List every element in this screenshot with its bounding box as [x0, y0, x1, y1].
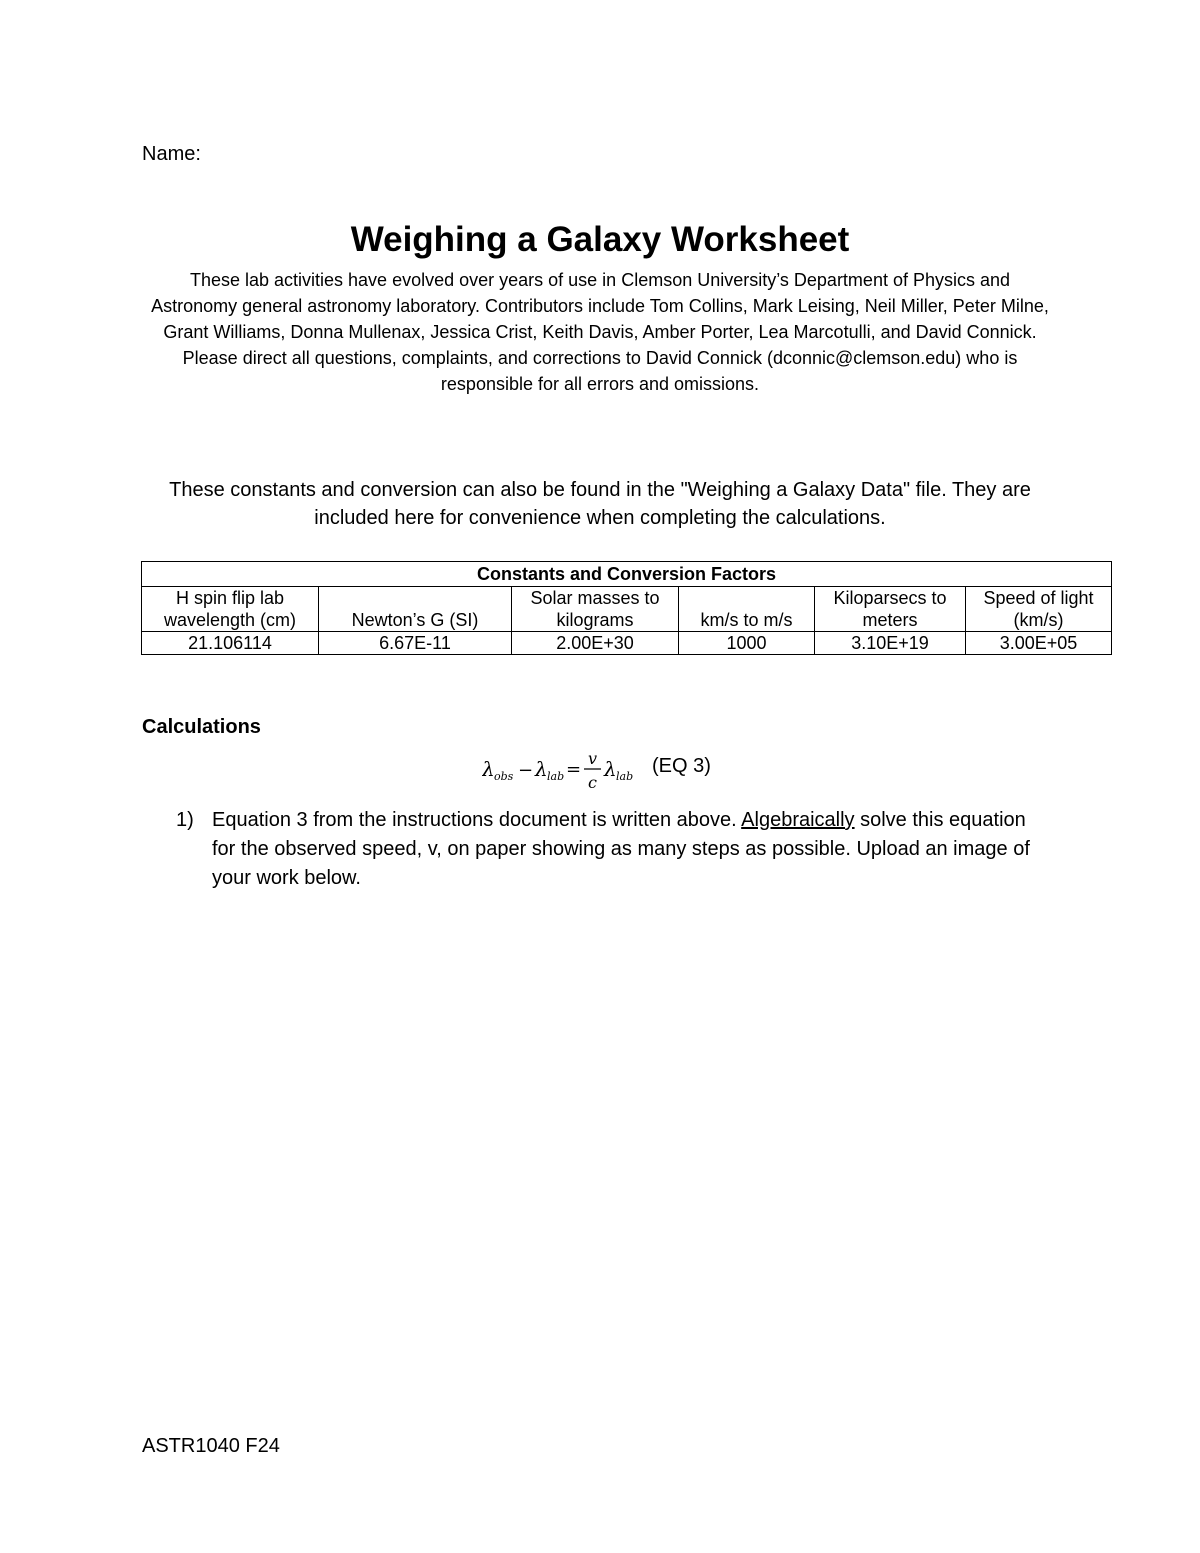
table-header-cell: Solar masses to kilograms	[512, 587, 679, 632]
equation-lambda-lab-2: λ	[604, 757, 617, 781]
question-text-start: Equation 3 from the instructions document is written above.	[212, 809, 742, 831]
footer-course-code: ASTR1040 F24	[142, 1435, 280, 1457]
table-header-cell: H spin flip lab wavelength (cm)	[142, 587, 319, 632]
intro-paragraph: These constants and conversion can also be found in the "Weighing a Galaxy Data" file. They are included here for convenience when completing the calculations.	[169, 479, 1031, 529]
equation-lambda-obs: λ	[482, 757, 495, 781]
equation-subscript-lab: lab	[547, 770, 565, 783]
equation-minus: −	[518, 760, 534, 781]
table-cell: 3.00E+05	[966, 632, 1112, 655]
question-1-text	[212, 806, 1032, 893]
table-header-cell: Newton’s G (SI)	[319, 587, 512, 632]
equation-denominator-c: c	[588, 773, 597, 792]
table-header-cell: km/s to m/s	[679, 587, 815, 632]
table-row	[142, 632, 1112, 655]
equation-subscript-lab-2: lab	[616, 770, 634, 783]
table-header-row	[142, 587, 1112, 632]
question-text-end: solve this equation for the observed speed, v, on paper showing as many steps as possible. Upload an image of your work below.	[212, 809, 1030, 889]
constants-table	[141, 561, 1112, 655]
equation-equals: =	[566, 759, 582, 780]
table-cell: 6.67E-11	[319, 632, 512, 655]
equation-label: (EQ 3)	[652, 755, 711, 777]
credits-paragraph: These lab activities have evolved over years of use in Clemson University’s Department of Physics and Astronomy general astronomy laboratory. Contributors include Tom Collins, Mark Leising, Neil Miller, Peter Milne, Grant Williams, Donna Mullenax, Jessica Crist, Keith Davis, Amber Porter, Lea Marcotulli, and David Connick. Please direct all questions, complaints, and corrections to David Connick (dconnic@clemson.edu) who is responsible for all errors and omissions.	[151, 270, 1049, 394]
question-number: 1)	[176, 809, 194, 831]
table-cell: 2.00E+30	[512, 632, 679, 655]
equation-lambda-lab: λ	[535, 757, 548, 781]
table-header-cell: Speed of light (km/s)	[966, 587, 1112, 632]
question-underlined-word: Algebraically	[741, 809, 855, 831]
table-cell: 3.10E+19	[815, 632, 966, 655]
page-title: Weighing a Galaxy Worksheet	[350, 220, 850, 259]
equation-subscript-obs: obs	[494, 770, 514, 783]
table-cell: 1000	[679, 632, 815, 655]
table-title-row	[142, 562, 1112, 587]
table-header-cell: Kiloparsecs to meters	[815, 587, 966, 632]
table-cell: 21.106114	[142, 632, 319, 655]
name-label: Name:	[142, 143, 201, 165]
table-title: Constants and Conversion Factors	[142, 562, 1112, 587]
calculations-heading: Calculations	[142, 716, 261, 738]
equation-numerator-v: v	[588, 749, 598, 768]
